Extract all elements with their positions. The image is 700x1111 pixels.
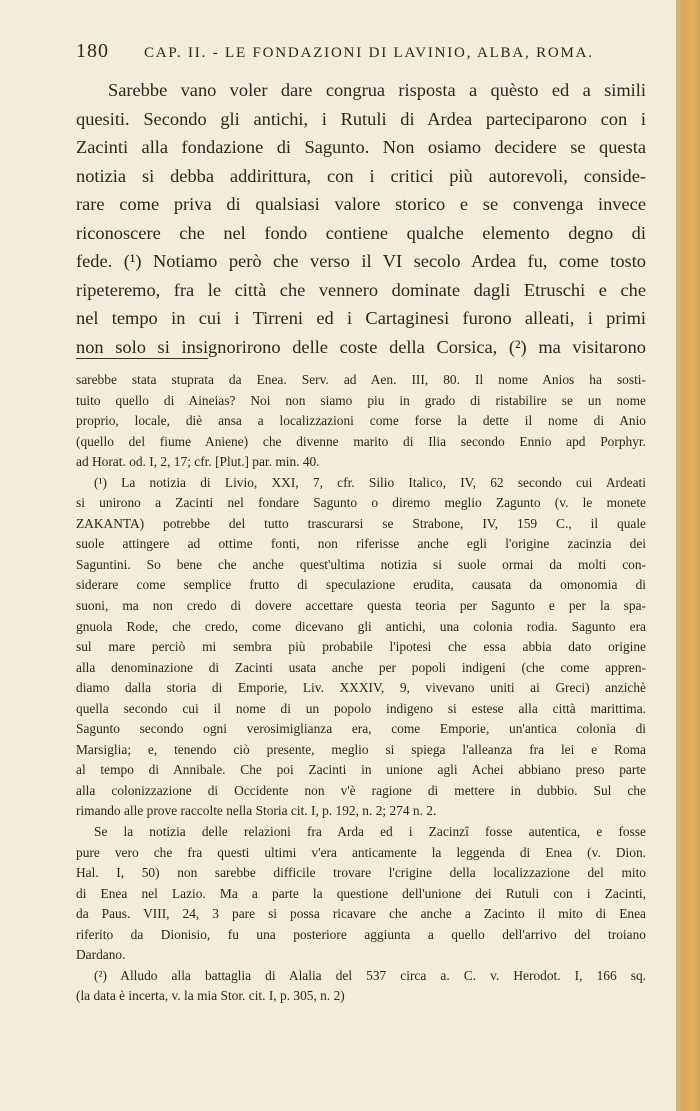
footnote-line: suole attingere ad ottime fonti, non riferisse anche egli l'origine zacinzia dei	[76, 536, 646, 552]
text-line: Sarebbe vano voler dare congrua risposta a quèsto ed a simili	[108, 80, 646, 100]
footnote-line: siderare come semplice frutto di speculazione erudita, causata da omonomia di	[76, 577, 646, 593]
footnote-line: si unirono a Zacinti nel fondare Sagunto o diremo meglio Zagunto (v. le monete	[76, 495, 646, 511]
footnote-line: rimando alle prove raccolte nella Storia cit. I, p. 192, n. 2; 274 n. 2.	[76, 803, 437, 819]
footnote-line: ad Horat. od. I, 2, 17; cfr. [Plut.] par. min. 40.	[76, 454, 320, 470]
text-line: notizia si debba addirittura, con i critici più autorevoli, conside-	[76, 165, 646, 186]
footnote-line: Saguntini. So bene che anche quest'ultima notizia si suole ormai da molti con-	[76, 556, 646, 572]
page-number: 180	[76, 40, 109, 62]
footnote-line: (¹) La notizia di Livio, XXI, 7, cfr. Silio Italico, IV, 62 secondo cui Ardeati	[94, 474, 646, 490]
footnote-line: ZAKANTA) potrebbe del tutto trascurarsi se Strabone, IV, 159 C., il quale	[76, 515, 646, 531]
footnote-line: proprio, locale, diè ansa a localizzazioni come forse la dette il nome di Anio	[76, 413, 646, 429]
page-edge	[676, 0, 700, 1111]
page-header	[76, 40, 646, 70]
footnote-line: (la data è incerta, v. la mia Stor. cit. I, p. 305, n. 2)	[76, 988, 345, 1004]
footnote-line: Marsiglia; e, tenendo ciò presente, meglio si spiega l'alleanza fra lei e Roma	[76, 741, 646, 757]
footnote-line: tuito quello di Aineias? Noi non siamo piu in grado di ristabilire se un nome	[76, 392, 646, 408]
footnote-line: sarebbe stata stuprata da Enea. Serv. ad Aen. III, 80. Il nome Anios ha sosti-	[76, 372, 646, 387]
text-line: nel tempo in cui i Tirreni ed i Cartaginesi furono alleati, i primi	[76, 308, 646, 328]
footnote-line: pure vero che fra questi ultimi v'era anticamente la leggenda di Enea (v. Dion.	[76, 844, 646, 860]
footnote-line: riferito da Dionisio, fu una posteriore aggiunta a quello dell'arrivo del troiano	[76, 926, 646, 942]
footnote-line: Hal. I, 50) non sarebbe difficile trovare l'crigine della localizzazione del mito	[76, 865, 646, 881]
footnote-line: Sagunto secondo ogni verosimiglianza era, come Emporie, un'antica colonia di	[76, 721, 646, 737]
footnote-line: da Paus. VIII, 24, 3 pare si possa ricavare che anche a Zacinto il mito di Enea	[76, 906, 646, 922]
footnote-line: Dardano.	[76, 947, 126, 963]
footnote-line: di Enea nel Lazio. Ma a parte la questione dell'unione dei Rutuli con i Zacinti,	[76, 885, 646, 901]
footnote-line: (²) Alludo alla battaglia di Alalia del 537 circa a. C. v. Herodot. I, 166 sq.	[94, 967, 646, 983]
main-text	[76, 76, 646, 361]
footnote-line: suoni, ma non credo di dovere accettare questa teoria per Sagunto e per la spa-	[76, 598, 646, 614]
footnote-line: diamo dalla storia di Emporie, Liv. XXXIV, 9, vivevano uniti ai Greci) anzichè	[76, 680, 646, 696]
footnote-line: alla colonizzazione di Occidente non v'è ragione di mettere in dubbio. Sul che	[76, 782, 646, 798]
footnotes	[76, 370, 646, 1007]
footnote-line: al tempo di Annibale. Che poi Zacinti in unione agli Achei abbiano preso parte	[76, 762, 646, 778]
text-line: non solo si insignorirono delle coste della Corsica, (²) ma visitarono	[76, 336, 646, 357]
running-head: CAP. II. - LE FONDAZIONI DI LAVINIO, ALBA, ROMA.	[144, 45, 594, 61]
text-line: riconoscere che nel fondo contiene qualche elemento degno di	[76, 222, 646, 243]
footnote-line: alla denominazione di Zacinti usata anche per popoli indigeni (che come appren-	[76, 659, 646, 675]
text-line: ripeteremo, fra le città che vennero dominate dagli Etruschi e che	[76, 279, 646, 300]
text-line: fede. (¹) Notiamo però che verso il VI secolo Ardea fu, come tosto	[76, 251, 646, 271]
footnote-line: gnuola Rode, che credo, come dicevano gli antichi, una colonia rodia. Sagunto era	[76, 618, 646, 634]
footnote-line: Se la notizia delle relazioni fra Arda ed i Zacinzî fosse autentica, e fosse	[94, 824, 646, 840]
footnote-line: (quello del fiume Aniene) che divenne marito di Ilia secondo Ennio apd Porphyr.	[76, 433, 646, 449]
footnote-line: quella secondo cui il nome di un popolo indigeno si estese alla città marittima.	[76, 700, 646, 716]
footnote-line: sul mare perciò mi sembra più probabile l'ipotesi che essa abbia dato origine	[76, 639, 646, 655]
text-line: quesiti. Secondo gli antichi, i Rutuli di Ardea parteciparono con i	[76, 108, 646, 129]
footnote-rule	[76, 358, 208, 359]
text-line: rare come priva di qualsiasi valore storico e se convenga invece	[76, 194, 646, 214]
text-line: Zacinti alla fondazione di Sagunto. Non osiamo decidere se questa	[76, 137, 646, 157]
